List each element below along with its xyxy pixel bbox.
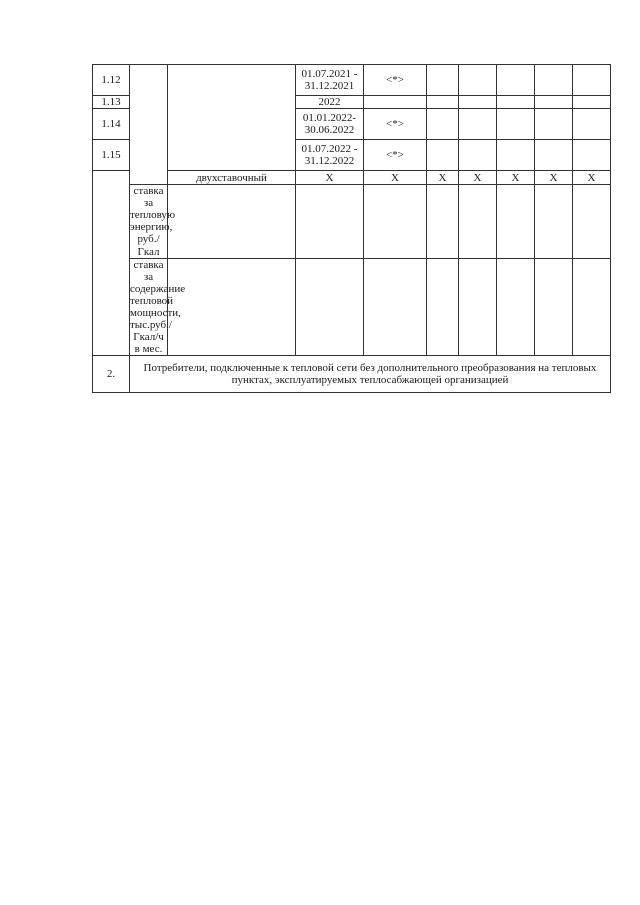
row-number: 1.14 xyxy=(93,109,130,140)
two-rate-label: двухставочный xyxy=(168,171,296,185)
tariff-table xyxy=(92,64,611,393)
x-mark: X xyxy=(573,171,611,185)
row-number: 1.15 xyxy=(93,140,130,171)
code-cell: <*> xyxy=(364,109,427,140)
table-row xyxy=(93,356,611,393)
section-title: Потребители, подключенные к тепловой сети без дополнительного преобразования на тепловых пунктах, эксплуатируемых теплосабжающей организацией xyxy=(130,356,611,393)
code-cell: <*> xyxy=(364,65,427,96)
table-row xyxy=(93,65,611,96)
empty-cell xyxy=(93,171,130,356)
energy-rate-label: ставка за тепловую энергию, руб./Гкал xyxy=(130,185,176,258)
period-cell: 01.07.2022 - 31.12.2022 xyxy=(296,140,364,171)
empty-cell xyxy=(168,65,296,171)
capacity-rate-label: ставка за содержание тепловой мощности, тыс.руб./Гкал/ч в мес. xyxy=(130,258,186,356)
x-mark: X xyxy=(427,171,459,185)
x-mark: X xyxy=(296,171,364,185)
table-row xyxy=(93,258,611,356)
code-cell: <*> xyxy=(364,140,427,171)
x-mark: X xyxy=(459,171,497,185)
section-number: 2. xyxy=(93,356,130,393)
period-cell: 01.07.2021 - 31.12.2021 xyxy=(296,65,364,96)
x-mark: X xyxy=(364,171,427,185)
x-mark: X xyxy=(535,171,573,185)
x-mark: X xyxy=(497,171,535,185)
row-number: 1.12 xyxy=(93,65,130,96)
year-cell: 2022 xyxy=(296,96,364,109)
row-number: 1.13 xyxy=(93,96,130,109)
table-row xyxy=(93,185,611,259)
table-row xyxy=(93,171,611,185)
period-cell: 01.01.2022- 30.06.2022 xyxy=(296,109,364,140)
empty-cell xyxy=(130,65,168,185)
